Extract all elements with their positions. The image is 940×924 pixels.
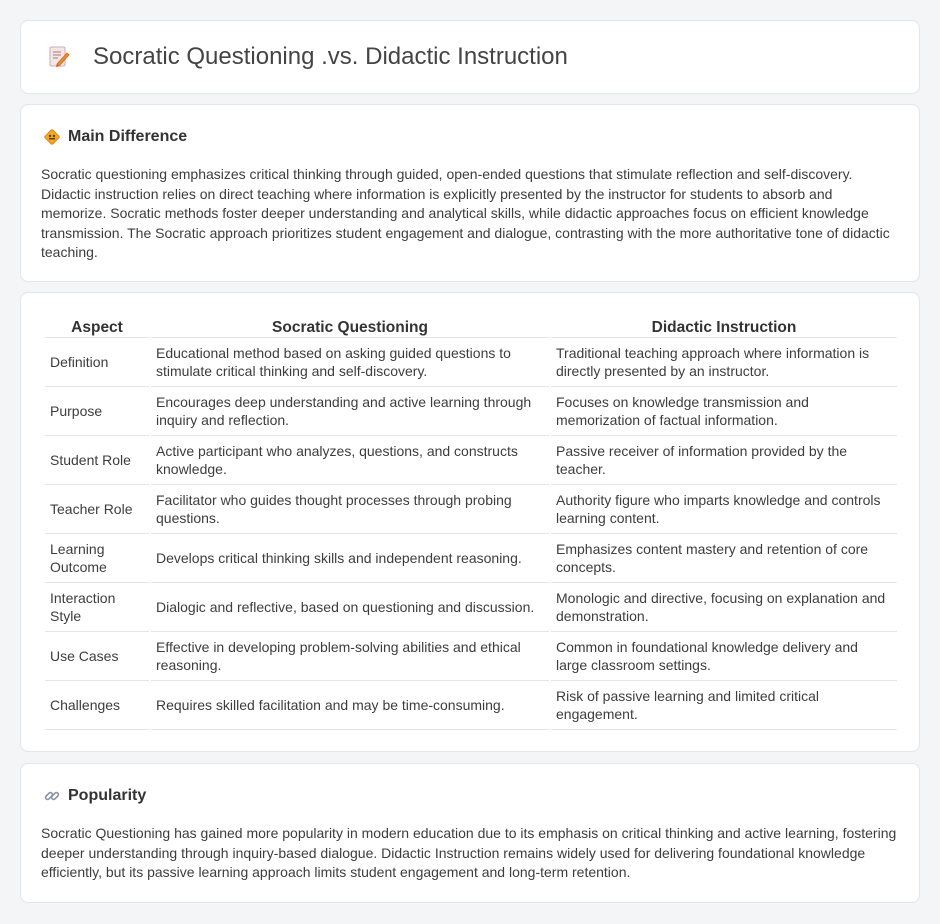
popularity-heading — [43, 787, 146, 805]
main-difference-text: Socratic questioning emphasizes critical thinking through guided, open-ended questions that stimulate reflection and self-discovery. Didactic instruction relies on direct teaching where information is explicitly presented by the instructor for students to absorb and memorize. Socratic methods foster deeper understanding and analytical skills, while didactic approaches focus on efficient knowledge transmission. The Socratic approach prioritizes student engagement and dialogue, contrasting with the more authoritative tone of didactic teaching. — [41, 166, 890, 261]
main-difference-heading — [43, 128, 187, 146]
table-row — [45, 632, 897, 681]
page-title: Socratic Questioning .vs. Didactic Instruction — [93, 43, 568, 70]
header-aspect: Aspect — [45, 315, 149, 338]
aspect-cell: Student Role — [45, 436, 149, 485]
table-row — [45, 485, 897, 534]
didactic-cell: Authority figure who imparts knowledge and controls learning content. — [551, 485, 897, 534]
table-row — [45, 583, 897, 632]
socratic-cell: Develops critical thinking skills and independent reasoning. — [151, 534, 549, 583]
socratic-cell: Educational method based on asking guided questions to stimulate critical thinking and self-discovery. — [151, 338, 549, 387]
popularity-text: Socratic Questioning has gained more popularity in modern education due to its emphasis on critical thinking and active learning, fostering deeper understanding through inquiry-based dialogue. Didactic Instruction remains widely used for delivering foundational knowledge efficiently, but its passive learning approach limits student engagement and long-term retention. — [41, 825, 897, 881]
didactic-cell: Risk of passive learning and limited critical engagement. — [551, 681, 897, 730]
aspect-cell: Purpose — [45, 387, 149, 436]
didactic-cell: Emphasizes content mastery and retention of core concepts. — [551, 534, 897, 583]
aspect-cell: Interaction Style — [45, 583, 149, 632]
main-difference-section — [20, 104, 920, 282]
aspect-cell: Use Cases — [45, 632, 149, 681]
header-didactic: Didactic Instruction — [551, 315, 897, 338]
table-row — [45, 534, 897, 583]
socratic-cell: Facilitator who guides thought processes through probing questions. — [151, 485, 549, 534]
socratic-cell: Effective in developing problem-solving abilities and ethical reasoning. — [151, 632, 549, 681]
aspect-cell: Teacher Role — [45, 485, 149, 534]
aspect-cell: Learning Outcome — [45, 534, 149, 583]
didactic-cell: Traditional teaching approach where information is directly presented by an instructor. — [551, 338, 897, 387]
main-difference-title: Main Difference — [68, 128, 188, 145]
table-row — [45, 681, 897, 730]
aspect-cell: Challenges — [45, 681, 149, 730]
didactic-cell: Focuses on knowledge transmission and memorization of factual information. — [551, 387, 897, 436]
table-row — [45, 338, 897, 387]
table-row — [45, 436, 897, 485]
table-body — [45, 338, 897, 730]
diamond-sign-icon — [43, 128, 61, 146]
link-icon — [43, 787, 61, 805]
popularity-title: Popularity — [68, 787, 147, 804]
comparison-section — [20, 292, 920, 752]
didactic-cell: Passive receiver of information provided by the teacher. — [551, 436, 897, 485]
socratic-cell: Encourages deep understanding and active learning through inquiry and reflection. — [151, 387, 549, 436]
memo-icon — [47, 45, 71, 69]
table-header-row — [45, 315, 897, 338]
aspect-cell: Definition — [45, 338, 149, 387]
popularity-section — [20, 763, 920, 903]
header-card — [20, 20, 920, 94]
socratic-cell: Dialogic and reflective, based on questioning and discussion. — [151, 583, 549, 632]
didactic-cell: Common in foundational knowledge delivery and large classroom settings. — [551, 632, 897, 681]
table-row — [45, 387, 897, 436]
header-socratic: Socratic Questioning — [151, 315, 549, 338]
comparison-table — [43, 315, 899, 730]
socratic-cell: Requires skilled facilitation and may be time-consuming. — [151, 681, 549, 730]
socratic-cell: Active participant who analyzes, questions, and constructs knowledge. — [151, 436, 549, 485]
didactic-cell: Monologic and directive, focusing on explanation and demonstration. — [551, 583, 897, 632]
